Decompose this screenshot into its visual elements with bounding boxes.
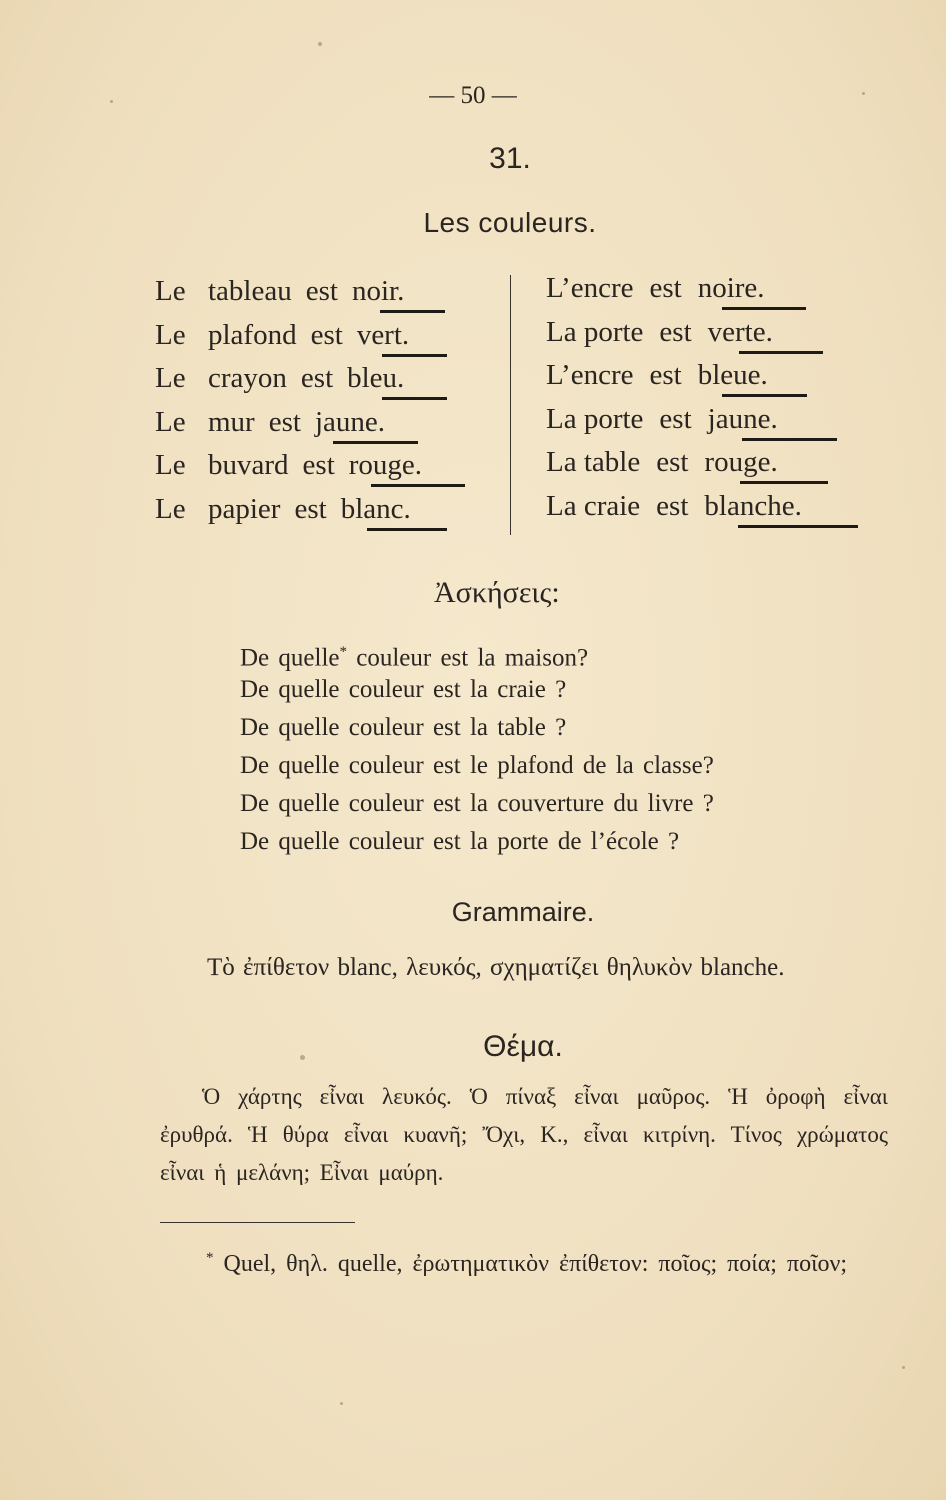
question-line [240, 709, 714, 747]
question-text: De quelle [240, 644, 340, 672]
masculine-column [155, 270, 422, 532]
color-word: bleu. [347, 362, 405, 395]
color-word: jaune. [314, 405, 385, 438]
underline [367, 528, 447, 531]
underline [380, 310, 445, 313]
color-word: blanche. [704, 489, 802, 522]
grammar-heading: Grammaire. [451, 897, 595, 927]
footnote-marker: * [339, 644, 347, 660]
footnote-rule [160, 1222, 355, 1223]
verb: est [310, 318, 343, 351]
verb: est [656, 446, 689, 479]
noun: tableau [208, 275, 292, 307]
color-word: bleue. [697, 359, 768, 392]
subject: La craie [546, 489, 641, 522]
underline [722, 394, 807, 397]
sentence-row [546, 398, 802, 442]
noun: papier [208, 492, 281, 525]
verb: est [300, 362, 334, 395]
subject: La table [546, 446, 641, 479]
question-line [240, 785, 714, 823]
sentence-row [546, 354, 802, 398]
paper-speck [110, 100, 113, 103]
underline [738, 525, 858, 528]
color-word: verte. [707, 315, 773, 348]
noun: crayon [208, 362, 287, 395]
noun: buvard [208, 449, 289, 482]
lesson-title: Les couleurs. [423, 207, 597, 238]
verb: est [305, 275, 338, 307]
verb: est [268, 405, 301, 438]
sentence-row [155, 357, 422, 401]
article: Le [155, 492, 186, 525]
verb: est [649, 272, 682, 304]
paper-speck [340, 1402, 343, 1405]
noun: mur [208, 405, 255, 438]
sentence-row [546, 441, 802, 485]
underline [371, 484, 465, 487]
question-text: De quelle couleur est le plafond de la classe? [240, 752, 714, 779]
subject: La porte [546, 402, 644, 435]
sentence-row [546, 311, 802, 355]
page-number: — 50 — [429, 82, 517, 109]
verb: est [294, 492, 327, 525]
noun: plafond [208, 318, 297, 351]
color-word: blanc. [340, 492, 411, 525]
color-word: jaune. [707, 402, 778, 435]
footnote-text: Quel, θηλ. quelle, ἐρωτηματικὸν ἐπίθετον: ποῖος; ποία; ποῖον; [213, 1251, 848, 1277]
color-word: vert. [356, 318, 410, 351]
question-line [240, 823, 714, 861]
subject: L’encre [546, 359, 634, 392]
exercise-questions [240, 633, 714, 861]
paper-speck [300, 1055, 305, 1060]
footnote-marker: * [206, 1250, 214, 1266]
paper-speck [318, 42, 322, 46]
verb: est [659, 315, 692, 348]
subject: L’encre [546, 272, 634, 304]
theme-paragraph [160, 1078, 888, 1192]
subject: La porte [546, 315, 644, 348]
article: Le [155, 275, 186, 307]
color-word: noir. [351, 275, 405, 307]
underline [742, 438, 837, 441]
color-word: rouge. [704, 446, 778, 479]
paper-speck [902, 1366, 905, 1369]
footnote [160, 1238, 888, 1284]
verb: est [649, 359, 682, 392]
underline [739, 351, 823, 354]
article: Le [155, 405, 186, 438]
underline [740, 481, 828, 484]
underline [333, 441, 418, 444]
underline [722, 307, 806, 310]
verb: est [656, 489, 689, 522]
underline [382, 397, 447, 400]
sentence-row [155, 314, 422, 358]
question-text: De quelle couleur est la porte de l’école ? [240, 828, 680, 855]
column-divider [510, 275, 511, 535]
sentence-row [546, 267, 802, 311]
paper-speck [862, 92, 865, 95]
question-text: De quelle couleur est la couverture du livre ? [240, 790, 714, 817]
verb: est [302, 449, 335, 482]
lesson-number: 31. [489, 142, 531, 175]
sentence-row [155, 270, 422, 314]
article: Le [155, 449, 186, 482]
sentence-row [155, 488, 422, 532]
question-text: De quelle couleur est la table ? [240, 714, 567, 741]
verb: est [659, 402, 692, 435]
color-word: rouge. [348, 449, 423, 482]
feminine-column [546, 267, 802, 529]
question-line [240, 633, 714, 671]
sentence-row [546, 485, 802, 529]
exercises-heading: Ἀσκήσεις: [434, 576, 560, 609]
theme-text: Ὁ χάρτης εἶναι λευκός. Ὁ πίναξ εἶναι μαῦρος. Ἡ ὀροφὴ εἶναι ἐρυθρά. Ἡ θύρα εἶναι κυανῆ; Ὄχι, Κ., εἶναι κιτρίνη. Τίνος χρώματος εἶναι ἡ μελάνη; Εἶναι μαύρη. [160, 1084, 888, 1185]
article: Le [155, 318, 186, 351]
question-text: couleur est la maison? [346, 644, 589, 672]
grammar-note: Τὸ ἐπίθετον blanc, λευκός, σχηματίζει θηλυκὸν blanche. [207, 954, 785, 981]
underline [382, 354, 447, 357]
question-line [240, 671, 714, 709]
color-word: noire. [697, 272, 765, 304]
question-line [240, 747, 714, 785]
sentence-row [155, 444, 422, 488]
question-text: De quelle couleur est la craie ? [240, 676, 567, 703]
article: Le [155, 362, 186, 395]
theme-heading: Θέμα. [483, 1030, 563, 1063]
sentence-row [155, 401, 422, 445]
